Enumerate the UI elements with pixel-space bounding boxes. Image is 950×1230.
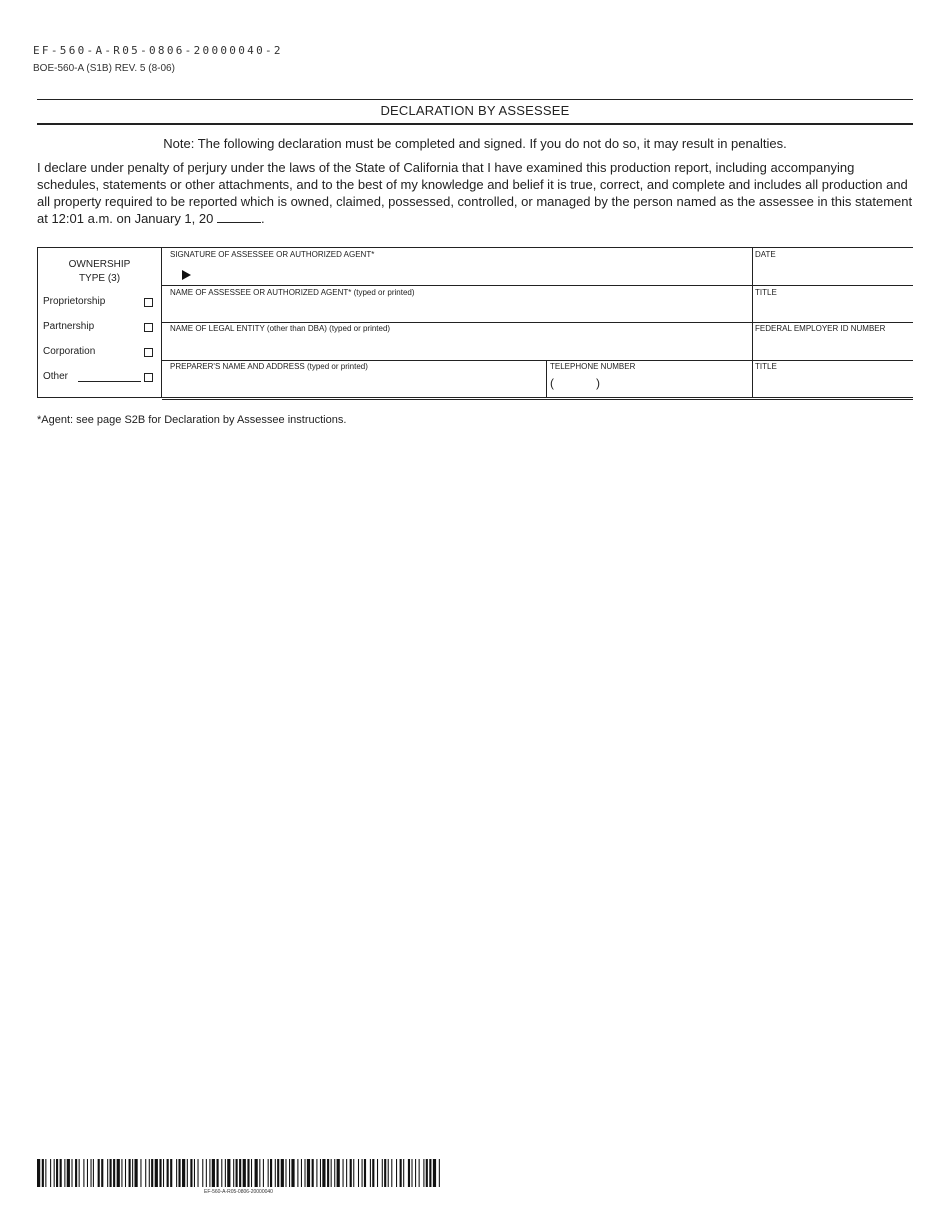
ownership-option-partnership [43,321,157,335]
barcode-bar [98,1159,100,1187]
declaration-signature-grid [162,247,913,402]
ownership-option-label: Other [43,371,69,382]
barcode-bar [268,1159,269,1187]
barcode-bar [190,1159,192,1187]
grid-rule [162,397,913,398]
ownership-option-proprietorship [43,296,157,310]
barcode-bar [259,1159,260,1187]
barcode-bar [67,1159,70,1187]
barcode-bar [221,1159,222,1187]
barcode-bar [140,1159,141,1187]
legal-entity-label: NAME OF LEGAL ENTITY (other than DBA) (typed or printed) [170,324,391,333]
ownership-type-box [37,247,162,398]
barcode-bar [334,1159,335,1187]
barcode-bar [281,1159,284,1187]
area-code-open-paren: ( [550,376,554,390]
ownership-option-corporation [43,346,157,360]
barcode-bar [433,1159,436,1187]
barcode-bar [426,1159,428,1187]
area-code-close-paren: ) [596,376,600,390]
barcode-bar [217,1159,219,1187]
date-field[interactable] [755,250,911,284]
barcode-bar [56,1159,58,1187]
barcode-bar [93,1159,94,1187]
barcode-bar [350,1159,352,1187]
barcode-bar [289,1159,290,1187]
ownership-option-label: Partnership [43,321,95,332]
barcode-bar [362,1159,363,1187]
heading-bottom-rule [37,123,913,125]
fein-field[interactable] [755,324,911,358]
declaration-period: . [260,211,265,226]
barcode-text: EF-560-A-R05-0806-20000040 [204,1189,273,1195]
barcode-bar [187,1159,188,1187]
preparer-field[interactable] [170,362,542,396]
barcode-bar [384,1159,386,1187]
barcode-bar [60,1159,62,1187]
title-label: TITLE [755,288,777,297]
barcode-bar [275,1159,276,1187]
barcode-bar [178,1159,180,1187]
barcode-bar [212,1159,215,1187]
barcode-bar [377,1159,378,1187]
barcode-bar [121,1159,122,1187]
date-label: DATE [755,250,776,259]
signature-field[interactable] [170,250,748,284]
barcode-bar [110,1159,112,1187]
telephone-field[interactable] [550,362,748,396]
penalty-note: Note: The following declaration must be completed and signed. If you do not do so, it may result in penalties. [163,136,787,151]
barcode-bar [297,1159,298,1187]
barcode-bar [301,1159,302,1187]
barcode-bar [429,1159,431,1187]
ownership-option-label: Corporation [43,346,96,357]
agent-footnote: *Agent: see page S2B for Declaration by Assessee instructions. [37,414,347,426]
sign-here-arrow-icon [182,270,191,280]
grid-divider [546,360,547,398]
section-title: DECLARATION BY ASSESSEE [380,103,570,118]
barcode-bar [54,1159,55,1187]
ownership-type-title: OWNERSHIP TYPE (3) [68,259,131,284]
barcode [37,1159,440,1187]
barcode-bar [372,1159,374,1187]
barcode-bar [316,1159,317,1187]
grid-rule [162,399,913,400]
barcode-bar [206,1159,207,1187]
barcode-bar [50,1159,51,1187]
title-field[interactable] [755,288,911,321]
preparer-title-label: TITLE [755,362,777,371]
barcode-bar [247,1159,249,1187]
grid-divider [752,247,753,398]
barcode-bar [255,1159,258,1187]
barcode-bar [322,1159,325,1187]
barcode-bar [159,1159,161,1187]
barcode-bar [37,1159,40,1187]
barcode-bar [423,1159,424,1187]
barcode-bar [403,1159,404,1187]
barcode-bar [277,1159,279,1187]
barcode-bar [113,1159,115,1187]
barcode-bar [346,1159,347,1187]
partnership-checkbox[interactable] [144,323,153,332]
barcode-bar [243,1159,246,1187]
corporation-checkbox[interactable] [144,348,153,357]
barcode-bar [411,1159,412,1187]
barcode-bar [343,1159,344,1187]
barcode-bar [233,1159,234,1187]
barcode-bar [400,1159,402,1187]
barcode-bar [163,1159,164,1187]
barcode-bar [101,1159,103,1187]
barcode-bar [353,1159,354,1187]
ownership-option-other [43,371,157,385]
barcode-bar [209,1159,210,1187]
barcode-bar [337,1159,340,1187]
barcode-bar [307,1159,310,1187]
barcode-bar [396,1159,397,1187]
other-ownership-blank-field[interactable] [78,381,141,382]
barcode-bar [364,1159,366,1187]
barcode-bar [132,1159,133,1187]
barcode-bar [370,1159,371,1187]
barcode-bar [42,1159,44,1187]
form-id-code: EF-560-A-R05-0806-20000040-2 [33,44,283,57]
barcode-bar [149,1159,150,1187]
barcode-bar [170,1159,172,1187]
barcode-bar [415,1159,416,1187]
barcode-bar [167,1159,169,1187]
barcode-bar [320,1159,321,1187]
barcode-bar [197,1159,198,1187]
grid-rule [162,247,913,248]
grid-rule [162,322,913,323]
assessee-name-label: NAME OF ASSESSEE OR AUTHORIZED AGENT* (typed or printed) [170,288,415,297]
fein-label: FEDERAL EMPLOYER ID NUMBER [755,324,886,333]
barcode-bar [202,1159,203,1187]
ownership-option-label: Proprietorship [43,296,106,307]
declaration-text: I declare under penalty of perjury under the laws of the State of California that I have examined this production report, including accompanying schedules, statements or other attachments, and to the best of my knowledge and belief it is true, correct, and complete and includes all production and all property required to be reported which is owned, claimed, possessed, controlled, or managed by the person named as the assessee in this statement at 12:01 a.m. on January 1, 20 [37,160,913,226]
barcode-bar [87,1159,88,1187]
barcode-bar [419,1159,420,1187]
barcode-bar [391,1159,392,1187]
barcode-bar [285,1159,286,1187]
telephone-label: TELEPHONE NUMBER [550,362,636,371]
barcode-bar [439,1159,440,1187]
form-revision: BOE-560-A (S1B) REV. 5 (8-06) [33,63,175,74]
barcode-bar [227,1159,230,1187]
year-blank-field[interactable] [217,211,261,223]
barcode-bar [45,1159,46,1187]
barcode-bar [145,1159,146,1187]
grid-rule [162,360,913,361]
barcode-bar [270,1159,272,1187]
barcode-bar [129,1159,131,1187]
barcode-bar [236,1159,238,1187]
legal-entity-field[interactable] [170,324,748,358]
barcode-bar [327,1159,329,1187]
barcode-bar [83,1159,84,1187]
proprietorship-checkbox[interactable] [144,298,153,307]
barcode-bar [239,1159,241,1187]
heading-top-rule [37,99,913,100]
barcode-bar [291,1159,294,1187]
barcode-bar [331,1159,332,1187]
barcode-bar [251,1159,252,1187]
barcode-bar [134,1159,137,1187]
barcode-bar [225,1159,226,1187]
barcode-bar [79,1159,80,1187]
other-checkbox[interactable] [144,373,153,382]
grid-rule [162,285,913,286]
barcode-bar [182,1159,185,1187]
barcode-bar [75,1159,77,1187]
barcode-bar [194,1159,195,1187]
barcode-bar [71,1159,72,1187]
barcode-bar [388,1159,389,1187]
barcode-bar [151,1159,153,1187]
barcode-bar [358,1159,359,1187]
assessee-name-field[interactable] [170,288,748,321]
barcode-bar [176,1159,177,1187]
barcode-bar [263,1159,264,1187]
preparer-label: PREPARER'S NAME AND ADDRESS (typed or printed) [170,362,368,371]
barcode-bar [64,1159,65,1187]
barcode-bar [304,1159,305,1187]
barcode-bar [382,1159,383,1187]
declaration-paragraph [37,159,917,227]
barcode-bar [155,1159,158,1187]
barcode-bar [107,1159,108,1187]
barcode-bar [117,1159,120,1187]
signature-label: SIGNATURE OF ASSESSEE OR AUTHORIZED AGENT* [170,250,375,259]
preparer-title-field[interactable] [755,362,911,396]
barcode-bar [312,1159,314,1187]
barcode-bar [125,1159,126,1187]
barcode-bar [91,1159,92,1187]
barcode-bar [408,1159,410,1187]
